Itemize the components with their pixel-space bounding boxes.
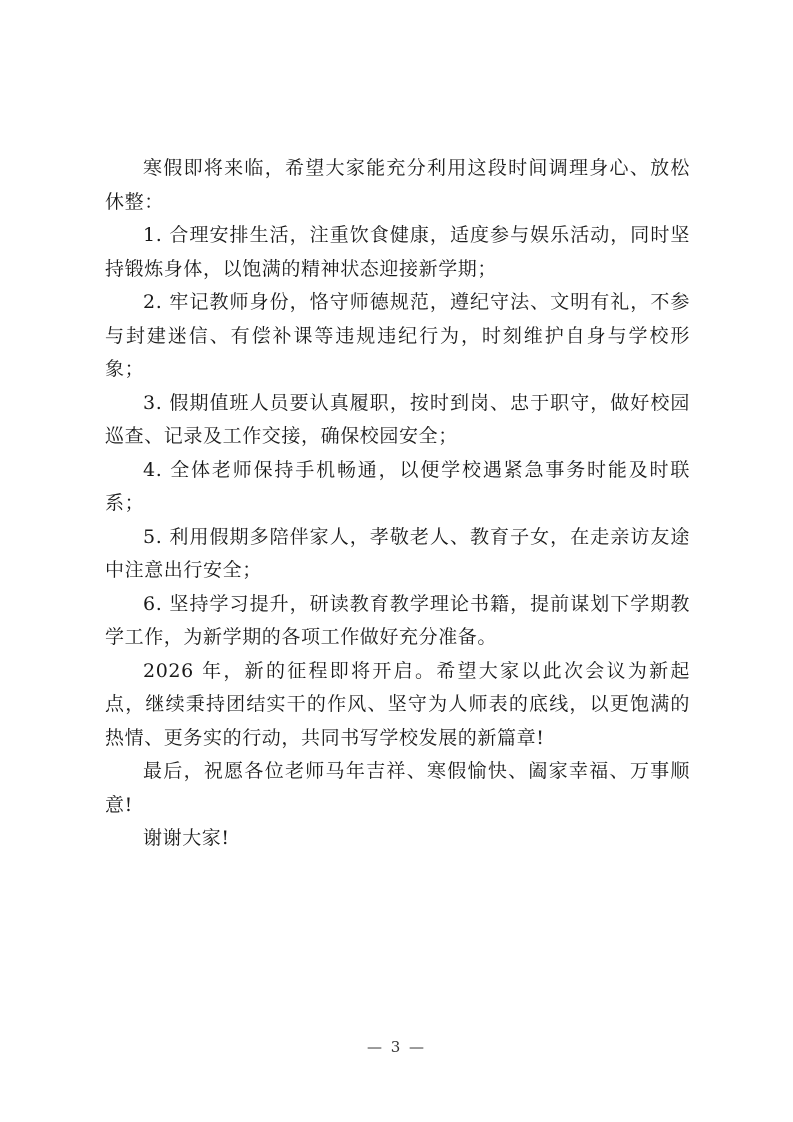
paragraph-item-4: 4. 全体老师保持手机畅通，以便学校遇紧急事务时能及时联系； <box>105 458 690 514</box>
paragraph-item-3: 3. 假期值班人员要认真履职，按时到岗、忠于职守，做好校园巡查、记录及工作交接，确保校园安全； <box>105 391 690 447</box>
document-body <box>105 152 690 856</box>
page-number: — 3 — <box>366 1038 427 1056</box>
paragraph-item-1: 1. 合理安排生活，注重饮食健康，适度参与娱乐活动，同时坚持锻炼身体，以饱满的精神状态迎接新学期； <box>105 224 690 280</box>
paragraph-item-5: 5. 利用假期多陪伴家人，孝敬老人、教育子女，在走亲访友途中注意出行安全； <box>105 525 690 581</box>
paragraph-item-6: 6. 坚持学习提升，研读教育教学理论书籍，提前谋划下学期教学工作，为新学期的各项工作做好充分准备。 <box>105 592 690 648</box>
paragraph-outlook: 2026 年，新的征程即将开启。希望大家以此次会议为新起点，继续秉持团结实干的作风、坚守为人师表的底线，以更饱满的热情、更务实的行动，共同书写学校发展的新篇章! <box>105 659 690 749</box>
paragraph-intro: 寒假即将来临，希望大家能充分利用这段时间调理身心、放松休整： <box>105 157 690 213</box>
paragraph-wishes: 最后，祝愿各位老师马年吉祥、寒假愉快、阖家幸福、万事顺意! <box>105 760 690 816</box>
paragraph-item-2: 2. 牢记教师身份，恪守师德规范，遵纪守法、文明有礼，不参与封建迷信、有偿补课等违规违纪行为，时刻维护自身与学校形象； <box>105 291 690 380</box>
paragraph-thanks: 谢谢大家! <box>143 827 230 849</box>
